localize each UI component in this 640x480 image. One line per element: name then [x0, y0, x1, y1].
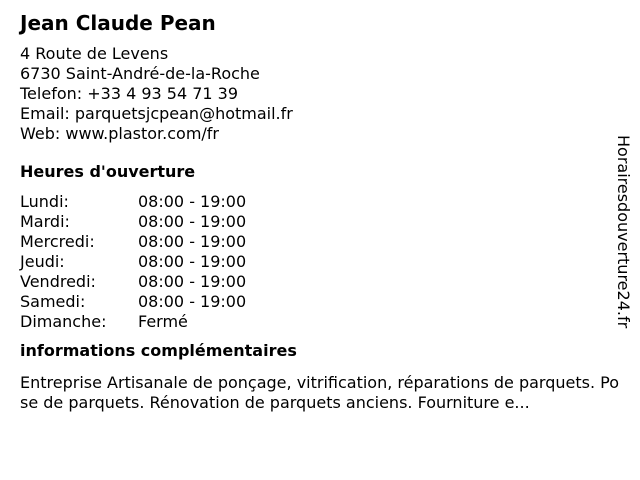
hours-row-thursday	[20, 252, 620, 272]
info-description: Entreprise Artisanale de ponçage, vitrification, réparations de parquets. Pose de parquets. Rénovation de parquets anciens. Fourniture e...	[20, 373, 620, 412]
day-label: Samedi:	[20, 292, 86, 311]
time-value: 08:00 - 19:00	[138, 232, 247, 251]
day-label: Jeudi:	[20, 252, 65, 271]
address-city: 6730 Saint-André-de-la-Roche	[20, 64, 260, 83]
time-value: 08:00 - 19:00	[138, 212, 247, 231]
hours-table	[20, 192, 620, 332]
day-label: Dimanche:	[20, 312, 107, 331]
day-label: Mardi:	[20, 212, 70, 231]
business-name: Jean Claude Pean	[20, 11, 216, 35]
time-value: 08:00 - 19:00	[138, 252, 247, 271]
hours-row-sunday	[20, 312, 620, 332]
day-label: Lundi:	[20, 192, 69, 211]
hours-row-tuesday	[20, 212, 620, 232]
web-line: Web: www.plastor.com/fr	[20, 124, 220, 143]
business-card	[20, 10, 620, 413]
day-label: Vendredi:	[20, 272, 96, 291]
hours-title: Heures d'ouverture	[20, 162, 196, 181]
hours-row-wednesday	[20, 232, 620, 252]
email-line: Email: parquetsjcpean@hotmail.fr	[20, 104, 293, 123]
info-title: informations complémentaires	[20, 341, 297, 360]
watermark-text: Horairesdouverture24.fr	[614, 135, 633, 329]
day-label: Mercredi:	[20, 232, 95, 251]
time-value: 08:00 - 19:00	[138, 272, 247, 291]
phone-line: Telefon: +33 4 93 54 71 39	[20, 84, 239, 103]
hours-row-monday	[20, 192, 620, 212]
hours-row-saturday	[20, 292, 620, 312]
time-value: Fermé	[138, 312, 188, 331]
address-street: 4 Route de Levens	[20, 44, 169, 63]
time-value: 08:00 - 19:00	[138, 192, 247, 211]
time-value: 08:00 - 19:00	[138, 292, 247, 311]
hours-row-friday	[20, 272, 620, 292]
